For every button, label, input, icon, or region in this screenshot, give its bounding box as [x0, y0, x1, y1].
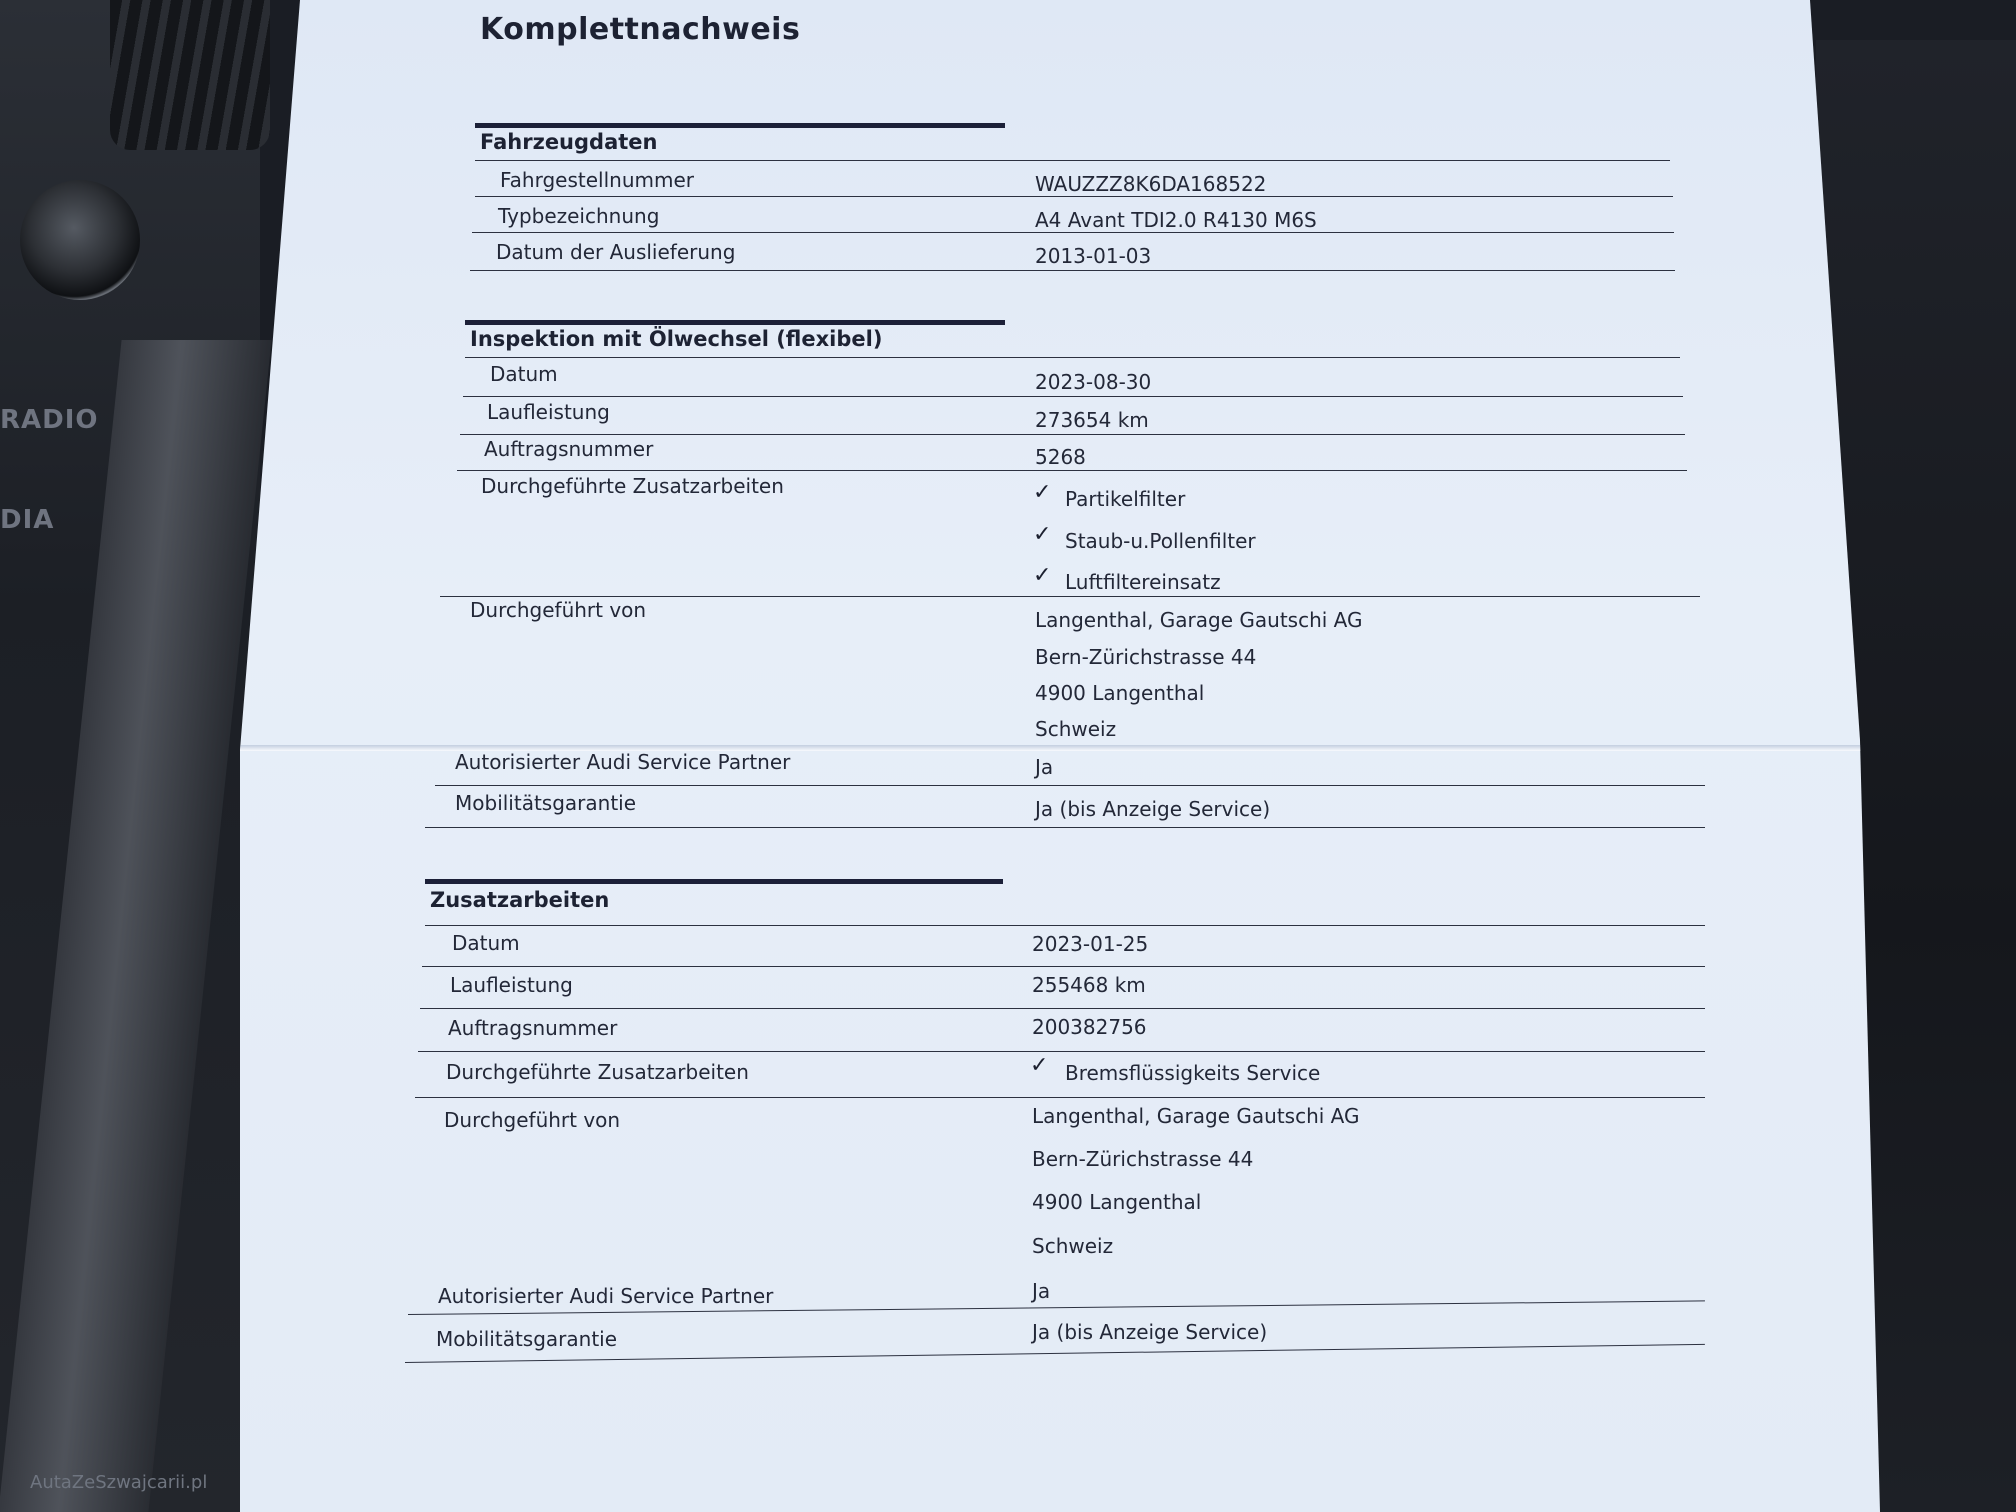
zusatz-datum-label: Datum — [452, 931, 520, 955]
inspektion-zusatz-item: Staub-u.Pollenfilter — [1065, 529, 1256, 553]
inspektion-laufleistung-label: Laufleistung — [487, 400, 610, 424]
inspektion-zusatz-label: Durchgeführte Zusatzarbeiten — [481, 474, 784, 498]
row-divider — [418, 1051, 1705, 1052]
check-icon: ✓ — [1030, 1053, 1049, 1078]
check-icon: ✓ — [1033, 522, 1052, 547]
row-divider — [463, 396, 1683, 397]
inspektion-von-line: Langenthal, Garage Gautschi AG — [1035, 608, 1363, 632]
row-divider — [457, 470, 1687, 471]
row-divider — [440, 596, 1700, 597]
zusatz-von-label: Durchgeführt von — [444, 1108, 621, 1132]
row-divider — [460, 434, 1685, 435]
zusatz-von-line: 4900 Langenthal — [1032, 1190, 1202, 1214]
zusatz-von-line: Schweiz — [1032, 1234, 1114, 1258]
section-bar-fahrzeugdaten — [475, 123, 1005, 128]
watermark: AutaZeSzwajcarii.pl — [30, 1472, 208, 1493]
row-divider — [465, 357, 1680, 358]
radio-button-label: RADIO — [0, 405, 99, 435]
row-divider — [475, 160, 1670, 161]
row-divider — [475, 196, 1673, 197]
check-icon: ✓ — [1033, 563, 1052, 588]
inspektion-von-line: Schweiz — [1035, 717, 1117, 741]
row-divider — [472, 232, 1674, 233]
fahrgestellnummer-value: WAUZZZ8K6DA168522 — [1035, 172, 1267, 196]
zusatz-partner-value: Ja — [1032, 1279, 1051, 1303]
inspektion-von-label: Durchgeführt von — [470, 598, 647, 622]
inspektion-partner-label: Autorisierter Audi Service Partner — [455, 750, 791, 774]
document-title: Komplettnachweis — [480, 12, 801, 47]
inspektion-partner-value: Ja — [1035, 755, 1054, 779]
typbezeichnung-value: A4 Avant TDI2.0 R4130 M6S — [1035, 208, 1317, 232]
inspektion-zusatz-item: Partikelfilter — [1065, 487, 1186, 511]
section-title-zusatzarbeiten: Zusatzarbeiten — [430, 888, 610, 912]
zusatz-datum-value: 2023-01-25 — [1032, 932, 1149, 956]
inspektion-laufleistung-value: 273654 km — [1035, 408, 1149, 432]
inspektion-datum-value: 2023-08-30 — [1035, 370, 1152, 394]
auslieferung-label: Datum der Auslieferung — [496, 240, 736, 264]
zusatz-mobil-label: Mobilitätsgarantie — [436, 1327, 618, 1351]
zusatz-auftrag-value: 200382756 — [1032, 1015, 1147, 1039]
zusatz-von-line: Langenthal, Garage Gautschi AG — [1032, 1104, 1360, 1128]
row-divider — [425, 827, 1705, 828]
inspektion-auftrag-label: Auftragsnummer — [484, 437, 654, 461]
zusatz-mobil-value: Ja (bis Anzeige Service) — [1032, 1320, 1268, 1344]
fahrgestellnummer-label: Fahrgestellnummer — [500, 168, 694, 192]
auslieferung-value: 2013-01-03 — [1035, 244, 1152, 268]
zusatz-auftrag-label: Auftragsnummer — [448, 1016, 618, 1040]
section-bar-inspektion — [465, 320, 1005, 325]
zusatz-zusatz-label: Durchgeführte Zusatzarbeiten — [446, 1060, 749, 1084]
row-divider — [425, 925, 1705, 926]
inspektion-datum-label: Datum — [490, 362, 558, 386]
inspektion-von-line: Bern-Zürichstrasse 44 — [1035, 645, 1257, 669]
inspektion-mobil-value: Ja (bis Anzeige Service) — [1035, 797, 1271, 821]
row-divider — [422, 966, 1705, 967]
zusatz-von-line: Bern-Zürichstrasse 44 — [1032, 1147, 1254, 1171]
inspektion-zusatz-item: Luftfiltereinsatz — [1065, 570, 1221, 594]
typbezeichnung-label: Typbezeichnung — [498, 204, 660, 228]
media-button-label: DIA — [0, 505, 55, 535]
section-title-fahrzeugdaten: Fahrzeugdaten — [480, 130, 658, 154]
section-title-inspektion: Inspektion mit Ölwechsel (flexibel) — [470, 327, 883, 351]
row-divider — [470, 270, 1675, 271]
zusatz-laufleistung-label: Laufleistung — [450, 973, 573, 997]
row-divider — [420, 1008, 1705, 1009]
inspektion-mobil-label: Mobilitätsgarantie — [455, 791, 637, 815]
row-divider — [435, 785, 1705, 786]
section-bar-zusatzarbeiten — [425, 879, 1003, 884]
zusatz-zusatz-item: Bremsflüssigkeits Service — [1065, 1061, 1321, 1085]
zusatz-laufleistung-value: 255468 km — [1032, 973, 1146, 997]
row-divider — [415, 1097, 1705, 1098]
inspektion-von-line: 4900 Langenthal — [1035, 681, 1205, 705]
zusatz-partner-label: Autorisierter Audi Service Partner — [438, 1284, 774, 1308]
inspektion-auftrag-value: 5268 — [1035, 445, 1086, 469]
check-icon: ✓ — [1033, 480, 1052, 505]
